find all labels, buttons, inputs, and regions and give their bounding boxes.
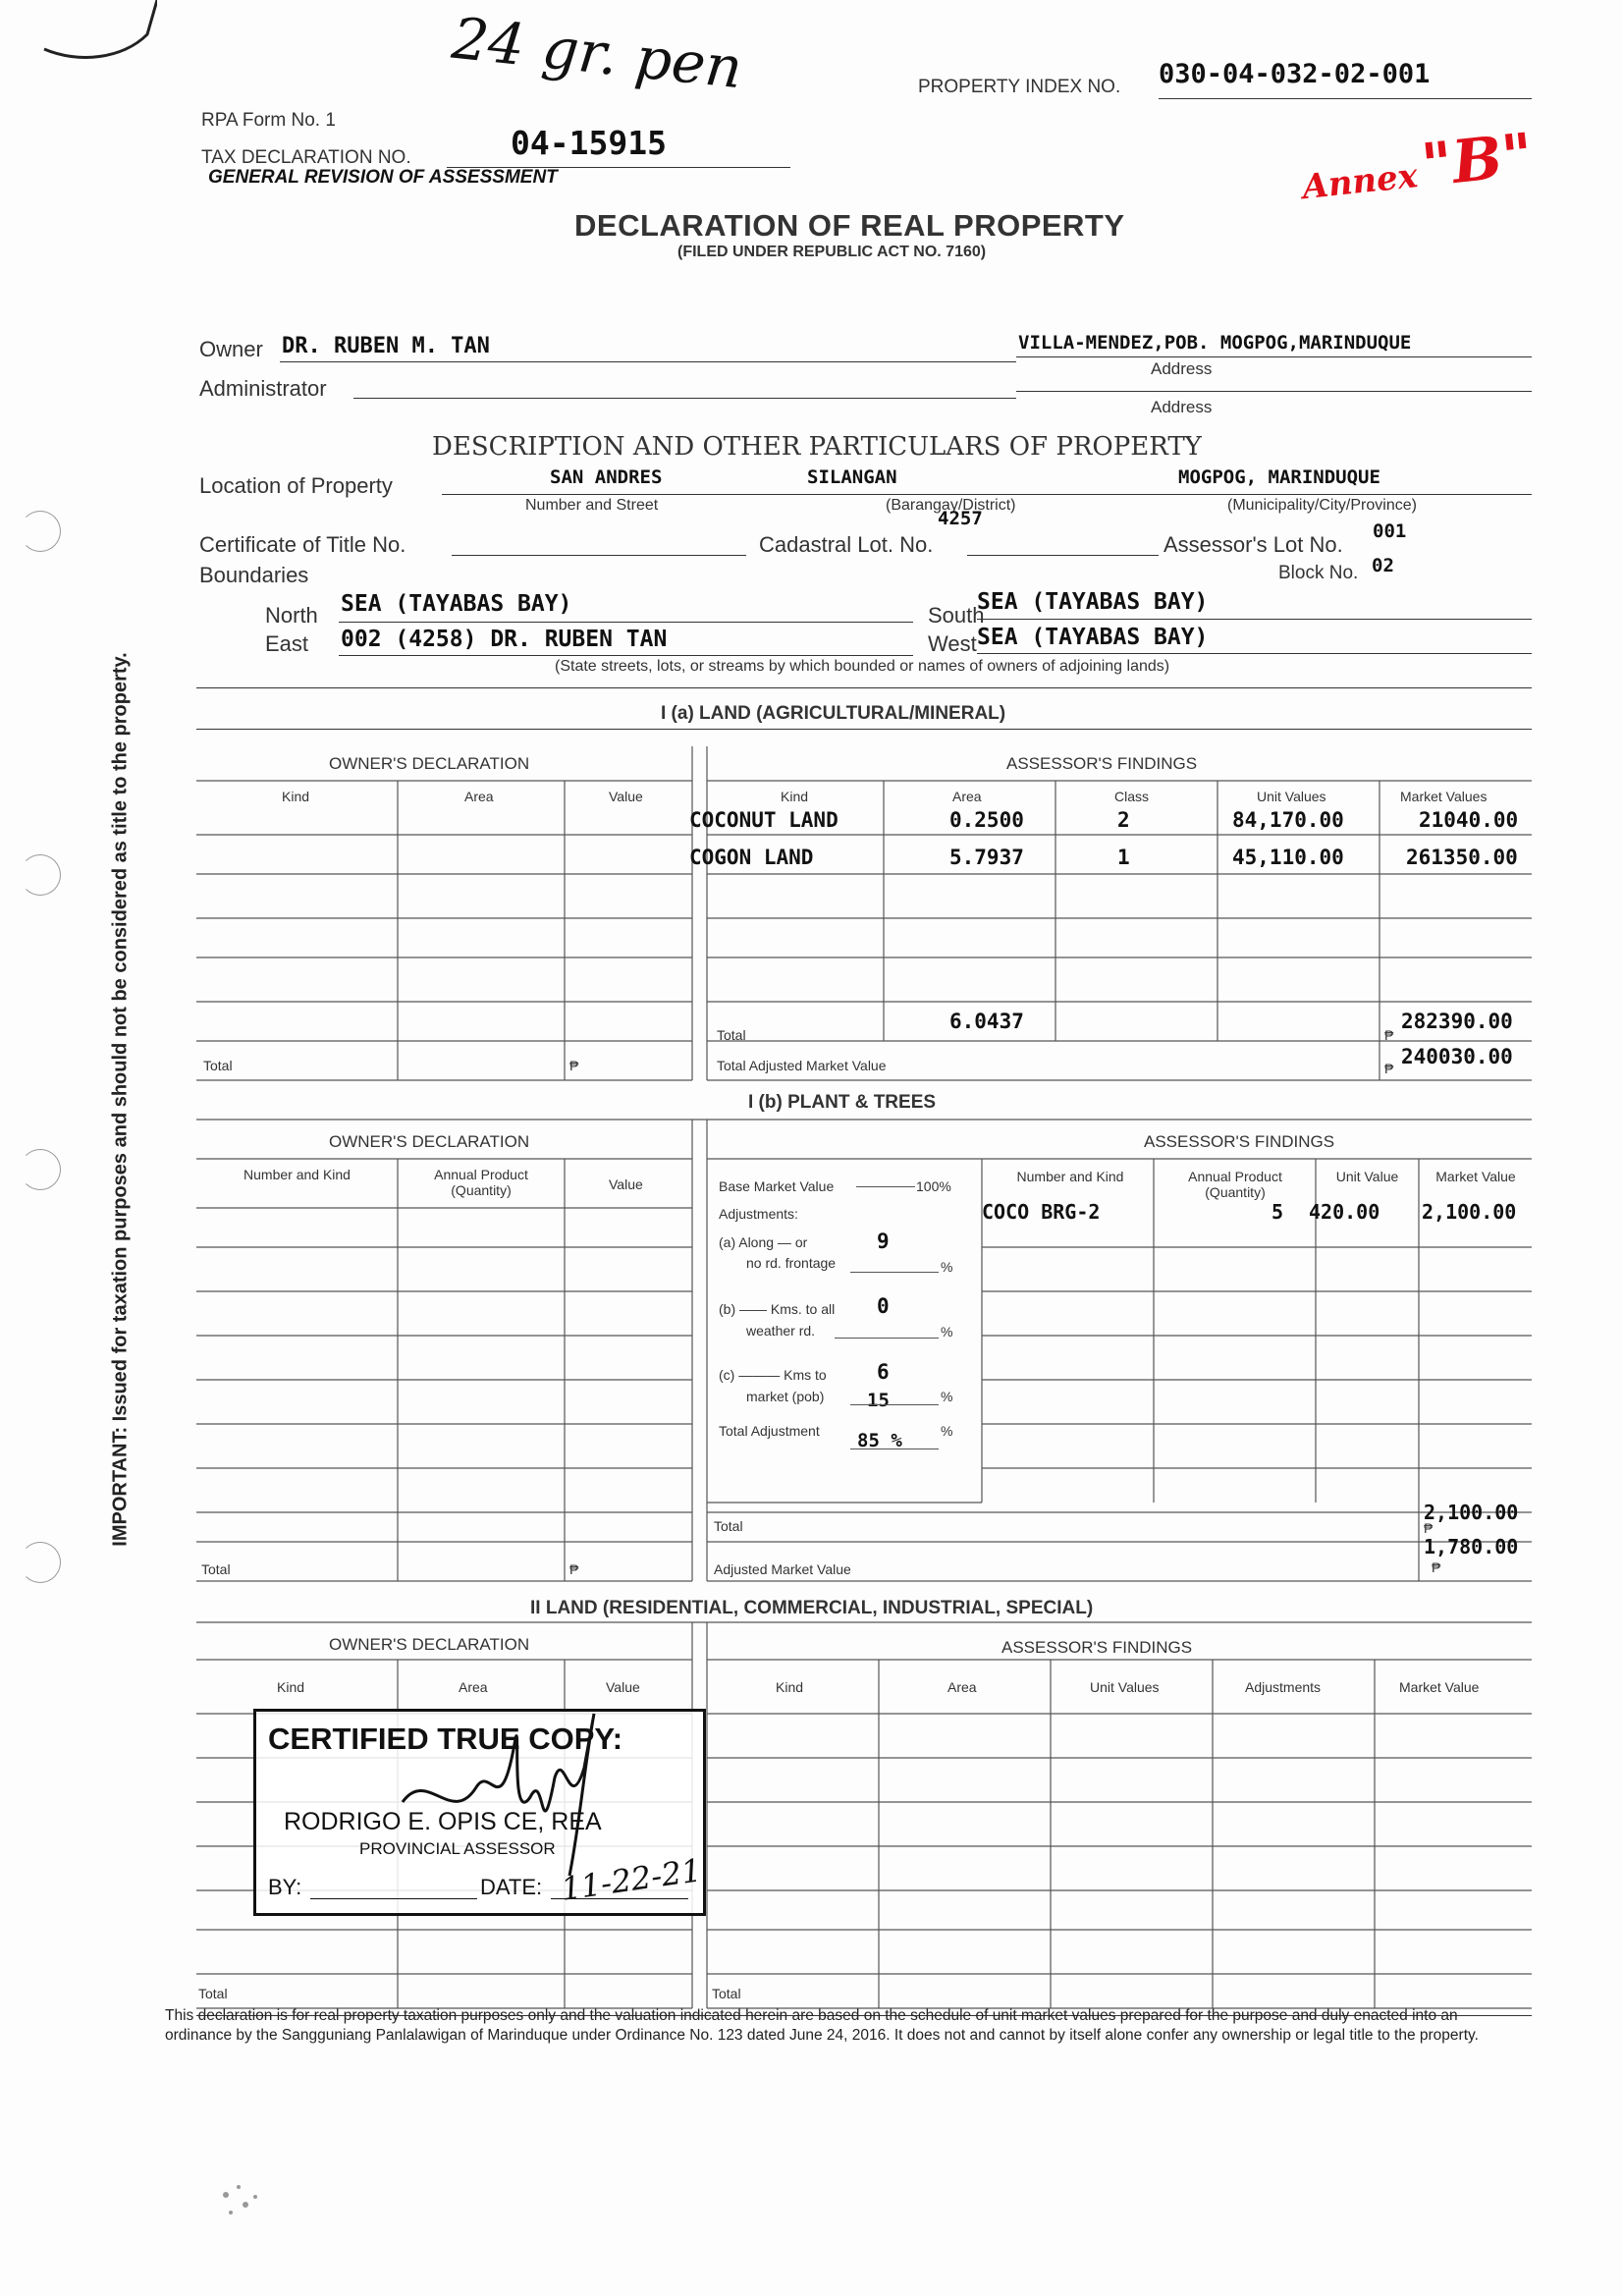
adj-b-sub: weather rd. — [746, 1323, 816, 1339]
adj-a-pct: % — [941, 1259, 953, 1275]
land-row-area: 5.7937 — [949, 846, 1024, 869]
land-ag-owners-decl: OWNER'S DECLARATION — [329, 754, 530, 773]
base-market-pct: 100% — [916, 1178, 951, 1194]
plant-item-kind: COCO BRG-2 — [982, 1200, 1101, 1224]
stamp-position: PROVINCIAL ASSESSOR — [359, 1839, 556, 1858]
adj-a-label: (a) Along — or — [719, 1234, 808, 1250]
cadastral-no: 4257 — [938, 508, 983, 529]
north-label: North — [265, 603, 318, 628]
land-adjusted-label: Total Adjusted Market Value — [717, 1058, 887, 1073]
plants-col-qty: Annual Product (Quantity) — [434, 1167, 528, 1198]
plants-col-kind: Number and Kind — [243, 1167, 351, 1182]
east-value: 002 (4258) DR. RUBEN TAN — [341, 627, 668, 652]
land-adjusted-peso: ₱ — [1384, 1061, 1394, 1076]
land-owner-total-label: Total — [203, 1058, 233, 1073]
land-res-owners-decl: OWNER'S DECLARATION — [329, 1635, 530, 1654]
form-no: RPA Form No. 1 — [201, 110, 336, 131]
land-res-assessors-findings: ASSESSOR'S FINDINGS — [1001, 1638, 1193, 1657]
land-res-a-col-adj: Adjustments — [1245, 1679, 1322, 1695]
cadastral-label: Cadastral Lot. No. — [759, 532, 934, 557]
land-res-col-area: Area — [459, 1679, 488, 1695]
land-total-label: Total — [717, 1027, 746, 1043]
land-total-peso: ₱ — [1384, 1027, 1394, 1043]
assessor-lot-label: Assessor's Lot No. — [1163, 532, 1343, 557]
plants-a-col-qty: Annual Product (Quantity) — [1188, 1169, 1282, 1200]
land-row-kind: COCONUT LAND — [689, 808, 839, 832]
adj-c-value: 6 — [877, 1360, 890, 1384]
adj-a-value: 9 — [877, 1230, 890, 1253]
plant-item-market: 2,100.00 — [1422, 1200, 1517, 1224]
adj-c-pct-value: 15 — [867, 1390, 890, 1411]
land-res-heading: II LAND (RESIDENTIAL, COMMERCIAL, INDUSTRIAL, SPECIAL) — [530, 1598, 1094, 1618]
street: SAN ANDRES — [550, 466, 663, 488]
plants-a-col-market: Market Value — [1435, 1169, 1516, 1184]
land-ag-col-value: Value — [609, 789, 643, 804]
plants-adjusted-value: 1,780.00 — [1424, 1535, 1519, 1558]
south-label: South — [928, 603, 985, 628]
adjustments-label: Adjustments: — [719, 1206, 798, 1222]
title-no-label: Certificate of Title No. — [199, 532, 406, 557]
land-total-area: 6.0437 — [949, 1010, 1024, 1033]
municipality-caption: (Municipality/City/Province) — [1227, 497, 1417, 514]
adj-c-label: (c) ——— Kms to — [719, 1367, 827, 1383]
revision-label: GENERAL REVISION OF ASSESSMENT — [208, 167, 558, 188]
west-label: West — [928, 631, 977, 656]
land-row-class: 1 — [1117, 846, 1130, 869]
location-label: Location of Property — [199, 473, 393, 498]
plants-adjusted-label: Adjusted Market Value — [714, 1561, 851, 1577]
assessor-lot-no: 001 — [1373, 520, 1407, 542]
plants-total-peso: ₱ — [1424, 1520, 1434, 1536]
boundary-caption: (State streets, lots, or streams by which bounded or names of owners of adjoining lands) — [555, 658, 1170, 675]
plants-owner-total-label: Total — [201, 1561, 231, 1577]
particulars-heading: DESCRIPTION AND OTHER PARTICULARS OF PROPERTY — [432, 432, 1202, 462]
plants-a-col-unit: Unit Value — [1335, 1169, 1399, 1184]
adj-c-sub: market (pob) — [746, 1389, 825, 1404]
boundaries-label: Boundaries — [199, 563, 309, 587]
land-ag-a-col-class: Class — [1114, 789, 1150, 804]
land-res-a-col-kind: Kind — [776, 1679, 804, 1695]
page-subtitle: (FILED UNDER REPUBLIC ACT NO. 7160) — [677, 244, 987, 260]
land-ag-a-col-kind: Kind — [781, 789, 809, 804]
adj-b-label: (b) —— Kms. to all — [719, 1301, 836, 1317]
smudge-mark — [211, 2175, 270, 2229]
stamp-by-label: BY: — [268, 1875, 302, 1899]
handwritten-note: 24 gr. pen — [449, 4, 746, 102]
land-res-assessor-total-label: Total — [712, 1986, 741, 2001]
plants-owners-decl: OWNER'S DECLARATION — [329, 1132, 530, 1151]
plants-adjusted-peso: ₱ — [1432, 1559, 1441, 1575]
page-title: DECLARATION OF REAL PROPERTY — [574, 208, 1125, 243]
block-no: 02 — [1372, 555, 1394, 576]
west-value: SEA (TAYABAS BAY) — [977, 625, 1209, 650]
land-row-kind: COGON LAND — [689, 846, 814, 869]
stamp-date-label: DATE: — [480, 1875, 543, 1899]
admin-address-caption: Address — [1151, 398, 1213, 416]
adj-b-value: 0 — [877, 1294, 890, 1318]
street-caption: Number and Street — [525, 497, 659, 514]
signature-icon — [383, 1709, 609, 1886]
land-res-a-col-unit: Unit Values — [1090, 1679, 1160, 1695]
land-ag-a-col-market: Market Values — [1400, 789, 1488, 804]
plants-assessor-total-label: Total — [714, 1518, 743, 1534]
address-caption: Address — [1151, 359, 1213, 378]
land-row-class: 2 — [1117, 808, 1130, 832]
owner-label: Owner — [199, 337, 263, 361]
land-ag-a-col-unit: Unit Values — [1257, 789, 1326, 804]
tax-dec-no: 04-15915 — [511, 124, 667, 162]
land-res-col-kind: Kind — [277, 1679, 305, 1695]
side-note: IMPORTANT: Issued for taxation purposes and should not be considered as title to the property. — [109, 652, 132, 1547]
land-res-col-value: Value — [606, 1679, 640, 1695]
municipality: MOGPOG, MARINDUQUE — [1178, 466, 1380, 488]
stamp-date-value: 11-22-21 — [559, 1851, 704, 1908]
total-adjustment-pct: % — [941, 1423, 953, 1439]
land-row-unit: 84,170.00 — [1232, 808, 1344, 832]
base-market-label: Base Market Value — [719, 1178, 835, 1194]
total-adjustment-label: Total Adjustment — [719, 1423, 820, 1439]
tax-dec-label: TAX DECLARATION NO. — [201, 147, 411, 168]
total-adjustment-value: 85 % — [857, 1430, 902, 1451]
land-res-a-col-area: Area — [947, 1679, 977, 1695]
land-res-a-col-market: Market Value — [1399, 1679, 1480, 1695]
owner-name: DR. RUBEN M. TAN — [282, 334, 490, 358]
adj-b-pct: % — [941, 1324, 953, 1339]
land-owner-total-peso: ₱ — [569, 1058, 579, 1073]
property-index-no: 030-04-032-02-001 — [1159, 59, 1431, 89]
land-ag-col-area: Area — [464, 789, 494, 804]
footer-note: This declaration is for real property taxation purposes only and the valuation indicated herein are based on the schedule of unit market values prepared for the purpose and duly enacted into an ordinance by the Sangguniang Panlalawigan of Marinduque under Ordinance No. 123 dated June 24, 2016. It does not and cannot by itself alone confer any ownership or legal title to the property. — [165, 2007, 1479, 2044]
plant-item-unit: 420.00 — [1309, 1200, 1380, 1224]
annex-label: Annex — [1300, 156, 1420, 208]
north-value: SEA (TAYABAS BAY) — [341, 591, 572, 617]
land-row-unit: 45,110.00 — [1232, 846, 1344, 869]
plant-item-qty: 5 — [1271, 1200, 1284, 1224]
plants-a-col-kind: Number and Kind — [1016, 1169, 1124, 1184]
land-res-owner-total-label: Total — [198, 1986, 228, 2001]
land-ag-assessors-findings: ASSESSOR'S FINDINGS — [1006, 754, 1198, 773]
land-ag-a-col-area: Area — [952, 789, 982, 804]
annex-letter: "B" — [1418, 120, 1537, 201]
land-row-market: 21040.00 — [1419, 808, 1519, 832]
plants-col-value: Value — [609, 1176, 643, 1192]
land-row-area: 0.2500 — [949, 808, 1024, 832]
plants-heading: I (b) PLANT & TREES — [748, 1092, 937, 1113]
pin-label: PROPERTY INDEX NO. — [918, 77, 1121, 97]
land-adjusted-value: 240030.00 — [1401, 1045, 1513, 1068]
adj-a-sub: no rd. frontage — [746, 1255, 837, 1271]
land-total-market: 282390.00 — [1401, 1010, 1513, 1033]
plants-assessors-findings: ASSESSOR'S FINDINGS — [1144, 1132, 1335, 1151]
barangay-caption: (Barangay/District) — [886, 497, 1016, 514]
adj-c-pct: % — [941, 1389, 953, 1404]
barangay: SILANGAN — [807, 466, 897, 488]
stamp-title: CERTIFIED TRUE COPY: — [268, 1722, 623, 1756]
east-label: East — [265, 631, 309, 656]
administrator-label: Administrator — [199, 376, 327, 401]
land-row-market: 261350.00 — [1406, 846, 1518, 869]
block-label: Block No. — [1278, 563, 1359, 583]
plants-owner-total-peso: ₱ — [569, 1561, 579, 1577]
south-value: SEA (TAYABAS BAY) — [977, 589, 1209, 615]
land-ag-heading: I (a) LAND (AGRICULTURAL/MINERAL) — [661, 703, 1006, 724]
owner-address: VILLA-MENDEZ,POB. MOGPOG,MARINDUQUE — [1018, 332, 1412, 354]
land-ag-col-kind: Kind — [282, 789, 310, 804]
stamp-name: RODRIGO E. OPIS CE, REA — [284, 1808, 602, 1835]
plants-total-value: 2,100.00 — [1424, 1501, 1519, 1524]
